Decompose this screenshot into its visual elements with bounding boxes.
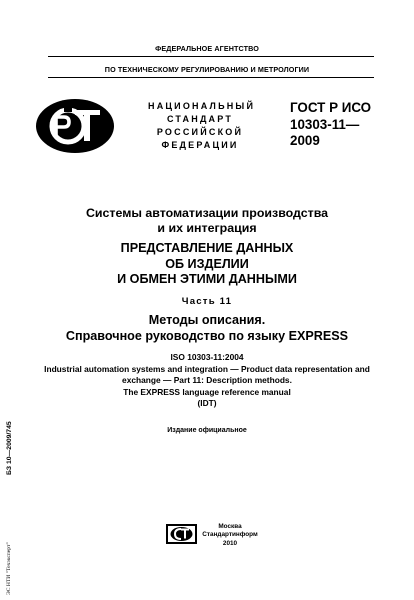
iso-reference-line: exchange — Part 11: Description methods. <box>122 375 292 386</box>
publisher-city: Москва <box>218 523 242 530</box>
publisher-name: Стандартинформ <box>202 531 258 539</box>
rst-logo-icon <box>34 97 116 155</box>
side-stamp: ЭС НТИ "Техэксперт" <box>6 542 12 595</box>
iso-reference-line: ISO 10303-11:2004 <box>170 352 244 362</box>
main-title-line: ОБ ИЗДЕЛИИ <box>165 256 249 271</box>
main-title-line: ПРЕДСТАВЛЕНИЕ ДАННЫХ <box>120 241 294 255</box>
standard-status-line: РОССИЙСКОЙ <box>156 127 244 137</box>
standard-status-line: НАЦИОНАЛЬНЫЙ <box>148 101 256 111</box>
edition-label: Издание официальное <box>167 427 247 434</box>
standard-designation <box>290 100 390 150</box>
designation-line: 10303-11— <box>290 116 360 132</box>
designation-line: 2009 <box>290 133 320 148</box>
main-title <box>0 241 414 288</box>
general-title <box>0 206 414 236</box>
agency-name-line2: ПО ТЕХНИЧЕСКОМУ РЕГУЛИРОВАНИЮ И МЕТРОЛОГИИ <box>104 65 310 74</box>
side-code: БЗ 10—2009/745 <box>6 421 13 475</box>
iso-reference-line: (IDT) <box>197 398 217 409</box>
publisher-info <box>200 523 260 548</box>
iso-reference-line: The EXPRESS language reference manual <box>123 386 291 397</box>
standartinform-logo-icon <box>166 524 197 544</box>
divider-top <box>48 56 374 57</box>
iso-reference-line: Industrial automation systems and integration — Product data representation and <box>44 363 370 374</box>
divider-bottom <box>48 77 374 78</box>
iso-reference <box>0 352 414 410</box>
designation-line: ГОСТ Р ИСО <box>290 100 372 115</box>
standard-status-line: ФЕДЕРАЦИИ <box>161 140 239 150</box>
standard-status-block <box>148 100 256 152</box>
main-title-line: И ОБМЕН ЭТИМИ ДАННЫМИ <box>117 272 297 286</box>
general-title-line: и их интеграция <box>157 221 257 235</box>
standard-status-line: СТАНДАРТ <box>166 114 234 124</box>
agency-name-line1: ФЕДЕРАЛЬНОЕ АГЕНТСТВО <box>155 44 259 53</box>
publication-year: 2010 <box>222 539 238 547</box>
part-number: Часть 11 <box>181 296 233 307</box>
part-title-line: Справочное руководство по языку EXPRESS <box>65 329 349 343</box>
part-title <box>0 312 414 344</box>
general-title-line: Системы автоматизации производства <box>85 206 329 220</box>
part-title-line: Методы описания. <box>148 313 266 327</box>
